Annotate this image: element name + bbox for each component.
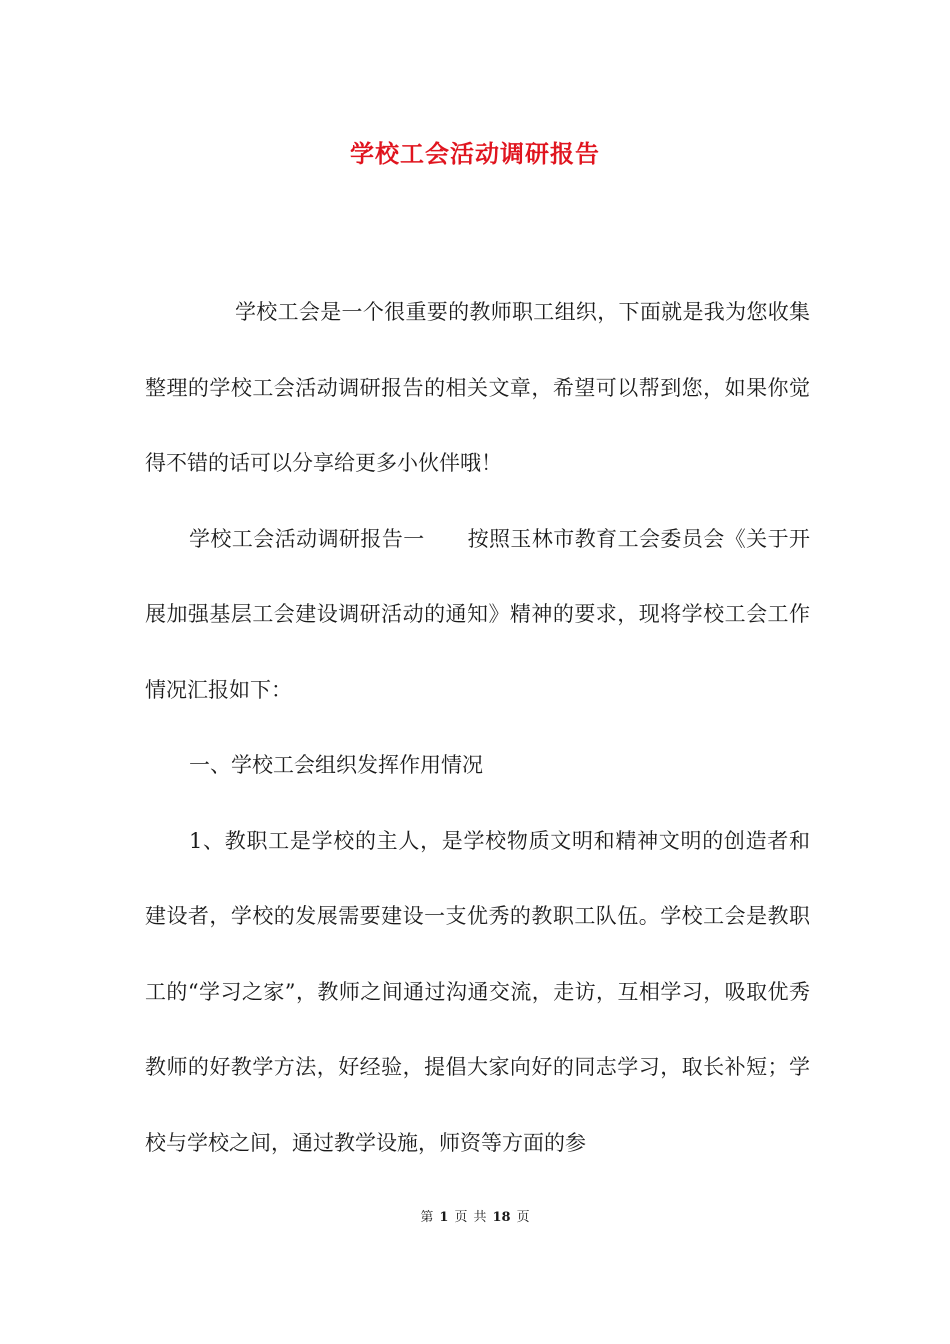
paragraph-item-1: 1、教职工是学校的主人，是学校物质文明和精神文明的创造者和建设者，学校的发展需要建设一支优秀的教职工队伍。学校工会是教职工的“学习之家”，教师之间通过沟通交流，走访，互相学习，吸取优秀教师的好教学方法，好经验，提倡大家向好的同志学习，取长补短；学校与学校之间，通过教学设施，师资等方面的参 (145, 828, 810, 1155)
paragraph-intro: 学校工会是一个很重要的教师职工组织，下面就是我为您收集整理的学校工会活动调研报告的相关文章，希望可以帮到您，如果你觉得不错的话可以分享给更多小伙伴哦！ (145, 300, 810, 475)
footer-current-page: 1 (439, 1210, 449, 1225)
paragraph-report-one: 学校工会活动调研报告一 按照玉林市教育工会委员会《关于开展加强基层工会建设调研活动的通知》精神的要求，现将学校工会工作情况汇报如下： (145, 526, 810, 702)
footer-label-page-unit: 页 (454, 1210, 468, 1225)
document-body (145, 275, 810, 1181)
footer-label-total: 共 (473, 1210, 487, 1225)
page-footer (0, 1208, 950, 1228)
footer-label-total-unit: 页 (516, 1210, 530, 1225)
section-heading-1: 一、学校工会组织发挥作用情况 (189, 753, 483, 777)
footer-total-pages: 18 (492, 1210, 511, 1225)
footer-label-page: 第 (420, 1210, 434, 1225)
document-title: 学校工会活动调研报告 (350, 139, 600, 168)
